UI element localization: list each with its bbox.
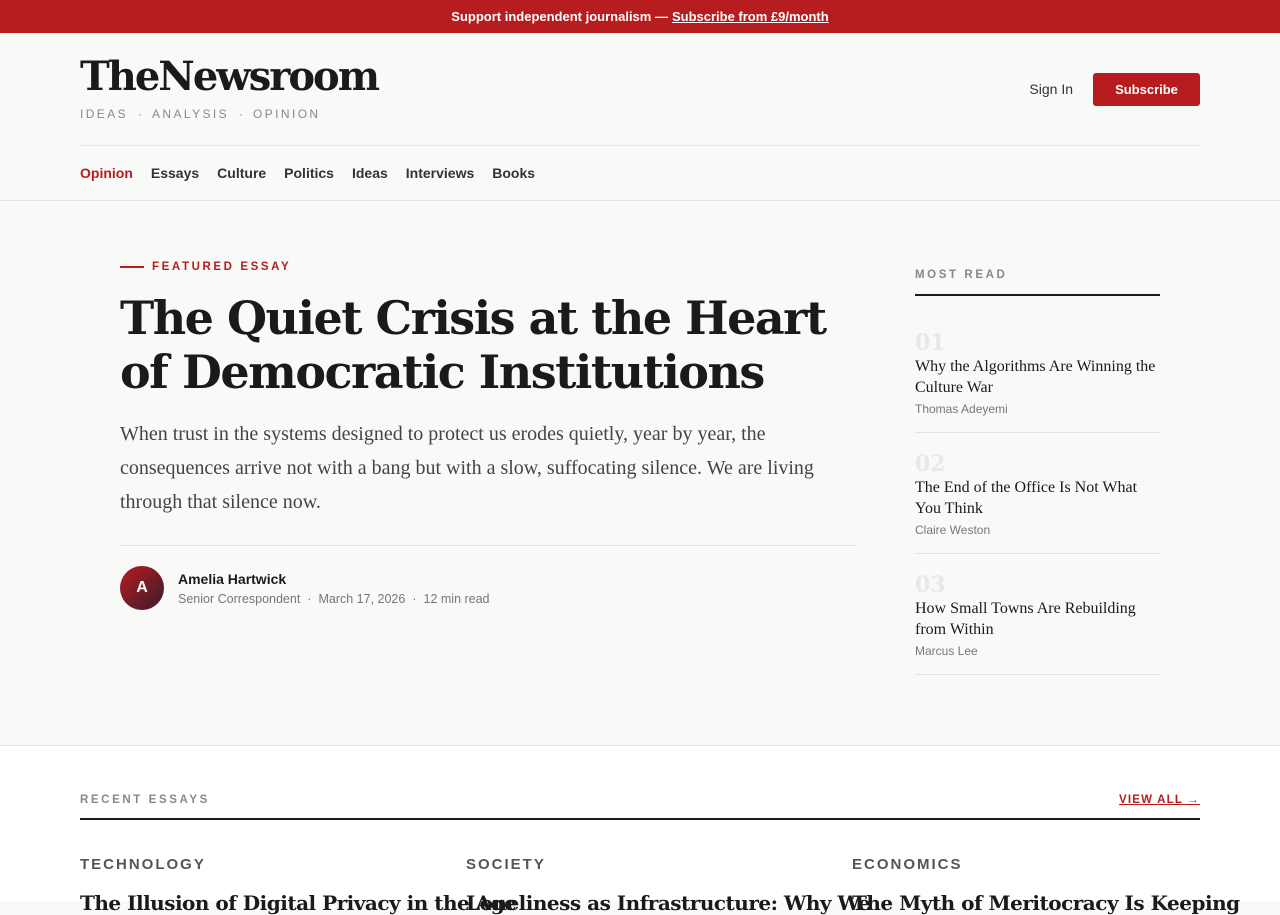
byline	[120, 566, 855, 610]
tagline-item: OPINION	[253, 107, 321, 121]
card-category: ECONOMICS	[852, 856, 963, 873]
logo[interactable]: TheNewsroom	[80, 53, 379, 100]
most-read-author: Claire Weston	[915, 523, 991, 537]
rank-number: 02	[915, 451, 946, 477]
nav-item-essays[interactable]: Essays	[150, 165, 200, 181]
brand	[80, 53, 379, 121]
view-all-link[interactable]: VIEW ALL →	[1119, 794, 1200, 806]
sign-in-link[interactable]: Sign In	[1029, 81, 1073, 97]
read-time: 12 min read	[423, 591, 490, 606]
promo-bar	[0, 0, 1280, 33]
section-nav	[80, 146, 1200, 200]
featured-kicker	[120, 261, 855, 273]
nav-item-opinion[interactable]: Opinion	[80, 165, 133, 181]
tagline	[80, 107, 378, 121]
featured-dek: When trust in the systems designed to protect us erodes quietly, year by year, the consequences arrive not with a bang but with a slow, suffocating silence. We are living through that silence now.	[120, 417, 855, 546]
most-read-author: Thomas Adeyemi	[915, 402, 1008, 416]
rank-number: 03	[915, 572, 946, 598]
most-read-item[interactable]	[915, 296, 1160, 433]
author-meta	[178, 592, 490, 606]
tagline-item: IDEAS	[80, 107, 129, 121]
card-category: TECHNOLOGY	[80, 856, 206, 873]
nav-item-culture[interactable]: Culture	[217, 165, 267, 181]
most-read-headline[interactable]: The End of the Office Is Not What You Think	[915, 479, 1138, 517]
featured-headline[interactable]: The Quiet Crisis at the Heart of Democratic Institutions	[120, 291, 826, 399]
meta-separator: ·	[307, 591, 312, 606]
card-title[interactable]: Loneliness as Infrastructure: Why We	[466, 891, 871, 915]
tagline-separator: ·	[138, 107, 143, 121]
most-read-item[interactable]	[915, 433, 1160, 554]
essay-card[interactable]	[466, 856, 871, 915]
masthead	[0, 33, 1280, 200]
meta-separator: ·	[412, 591, 417, 606]
most-read-panel	[915, 261, 1160, 745]
essay-card[interactable]	[852, 856, 1238, 915]
hero-section	[0, 201, 1280, 746]
nav-item-politics[interactable]: Politics	[284, 165, 334, 181]
author-avatar: A	[120, 566, 164, 610]
recent-essays-section	[0, 746, 1280, 915]
nav-item-books[interactable]: Books	[492, 165, 536, 181]
kicker-label: FEATURED ESSAY	[152, 261, 292, 273]
card-title[interactable]: The Myth of Meritocracy Is Keeping	[852, 891, 1240, 915]
recent-essays-title: RECENT ESSAYS	[80, 794, 210, 806]
tagline-item: ANALYSIS	[152, 107, 230, 121]
author-name[interactable]: Amelia Hartwick	[178, 570, 287, 587]
most-read-item[interactable]	[915, 554, 1160, 675]
featured-article	[120, 261, 855, 745]
nav-item-interviews[interactable]: Interviews	[405, 165, 475, 181]
auth-actions	[1029, 73, 1200, 106]
most-read-headline[interactable]: How Small Towns Are Rebuilding from Within	[915, 600, 1136, 638]
card-category: SOCIETY	[466, 856, 546, 873]
most-read-author: Marcus Lee	[915, 644, 978, 658]
promo-subscribe-link[interactable]: Subscribe from £9/month	[671, 9, 829, 24]
essay-cards	[80, 856, 1240, 915]
rank-number: 01	[915, 330, 946, 356]
promo-text: Support independent journalism —	[451, 9, 668, 24]
card-title[interactable]: The Illusion of Digital Privacy in the Age	[80, 891, 517, 915]
subscribe-button[interactable]: Subscribe	[1093, 73, 1200, 106]
recent-essays-header	[80, 794, 1200, 820]
author-role: Senior Correspondent	[178, 591, 301, 606]
kicker-rule	[120, 266, 144, 268]
publish-date: March 17, 2026	[318, 591, 406, 606]
nav-item-ideas[interactable]: Ideas	[351, 165, 388, 181]
tagline-separator: ·	[239, 107, 244, 121]
most-read-headline[interactable]: Why the Algorithms Are Winning the Culture War	[915, 358, 1156, 396]
most-read-title: MOST READ	[915, 269, 1160, 296]
